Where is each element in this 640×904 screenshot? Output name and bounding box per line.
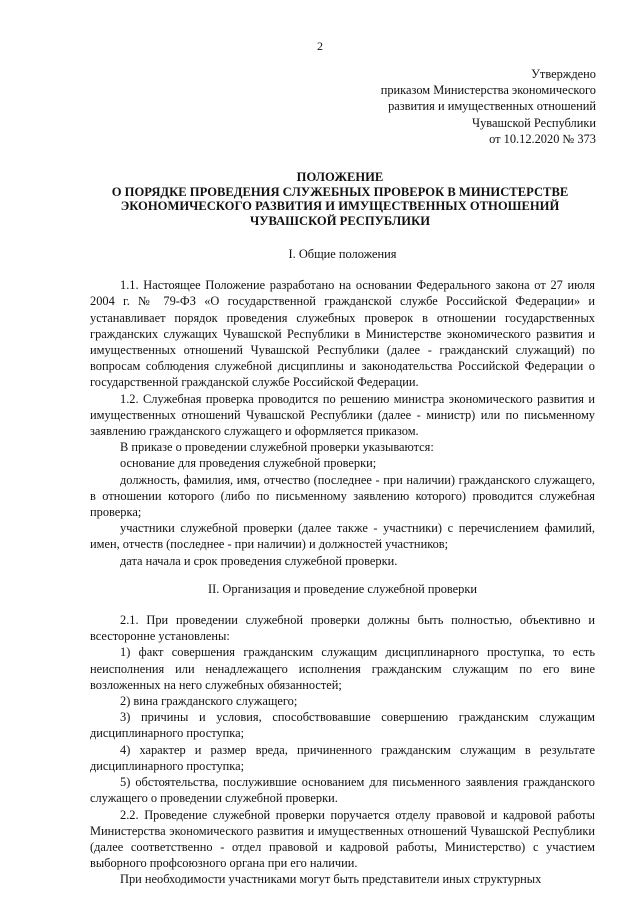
list-item: 2) вина гражданского служащего; <box>120 694 298 709</box>
approval-line: Утверждено <box>531 67 596 81</box>
page-number: 2 <box>317 39 323 53</box>
title-line: ЧУВАШСКОЙ РЕСПУБЛИКИ <box>249 213 430 228</box>
list-item: дата начала и срок проведения служебной проверки. <box>120 553 398 568</box>
list-item: 1) факт совершения гражданским служащим дисциплинарного проступка, то есть неисполнения или ненадлежащего исполнения гражданским служащим по его вине возложенных на него служебных обязанностей; <box>90 645 595 692</box>
document-title <box>60 170 620 228</box>
title-line: ЭКОНОМИЧЕСКОГО РАЗВИТИЯ И ИМУЩЕСТВЕННЫХ ОТНОШЕНИЙ <box>120 199 560 214</box>
approval-line: от 10.12.2020 № 373 <box>489 131 596 146</box>
section-heading-general: I. Общие положения <box>288 247 397 261</box>
paragraph-2-2: 2.2. Проведение служебной проверки поручается отделу правовой и кадровой работы Министерства экономического развития и имущественных отношений Чувашской Республики (далее соответственно - отдел правовой и кадровой работы, Министерство) с участием выборного профсоюзного органа при его наличии. <box>90 807 595 871</box>
title-line: ПОЛОЖЕНИЕ <box>296 170 384 184</box>
approval-block <box>296 66 596 147</box>
approval-line: развития и имущественных отношений <box>388 99 596 114</box>
list-item: основание для проведения служебной проверки; <box>120 456 377 471</box>
approval-line: Чувашской Республики <box>472 115 596 130</box>
paragraph: В приказе о проведении служебной проверки указываются: <box>120 440 434 455</box>
paragraph: При необходимости участниками могут быть представители иных структурных <box>120 872 542 887</box>
title-line: О ПОРЯДКЕ ПРОВЕДЕНИЯ СЛУЖЕБНЫХ ПРОВЕРОК В МИНИСТЕРСТВЕ <box>111 184 569 199</box>
section-heading-organization: II. Организация и проведение служебной проверки <box>207 581 478 596</box>
paragraph-2-1: 2.1. При проведении служебной проверки должны быть полностью, объективно и всесторонне установлены: <box>90 613 595 644</box>
list-item: участники служебной проверки (далее также - участники) с перечислением фамилий, имен, отчеств (последнее - при наличии) и должностей участников; <box>90 521 595 552</box>
paragraph-1-1: 1.1. Настоящее Положение разработано на основании Федерального закона от 27 июля 2004 г. № 79-ФЗ «О государственной гражданской службе Российской Федерации» и устанавливает порядок проведения служебных проверок в отношении государственных гражданских служащих Чувашской Республики в Министерстве экономического развития и имущественных отношений Чувашской Республики (далее - гражданский служащий) по вопросам соблюдения служебной дисциплины и законодательства Российской Федерации о государственной гражданской службе Российской Федерации. <box>90 278 595 390</box>
paragraph-1-2: 1.2. Служебная проверка проводится по решению министра экономического развития и имущественных отношений Чувашской Республики (далее - министр) или по письменному заявлению гражданского служащего и оформляется приказом. <box>90 391 595 439</box>
approval-line: приказом Министерства экономического <box>380 83 596 98</box>
list-item: 5) обстоятельства, послужившие основанием для письменного заявления гражданского служащего о проведении служебной проверки. <box>90 775 595 806</box>
list-item: 3) причины и условия, способствовавшие совершению гражданским служащим дисциплинарного проступка; <box>90 710 595 741</box>
document-body <box>90 246 595 888</box>
list-item: 4) характер и размер вреда, причиненного гражданским служащим в результате дисциплинарного проступка; <box>90 742 595 773</box>
list-item: должность, фамилия, имя, отчество (последнее - при наличии) гражданского служащего, в отношении которого (либо по письменному заявлению которого) проводится служебная проверка; <box>90 472 595 520</box>
